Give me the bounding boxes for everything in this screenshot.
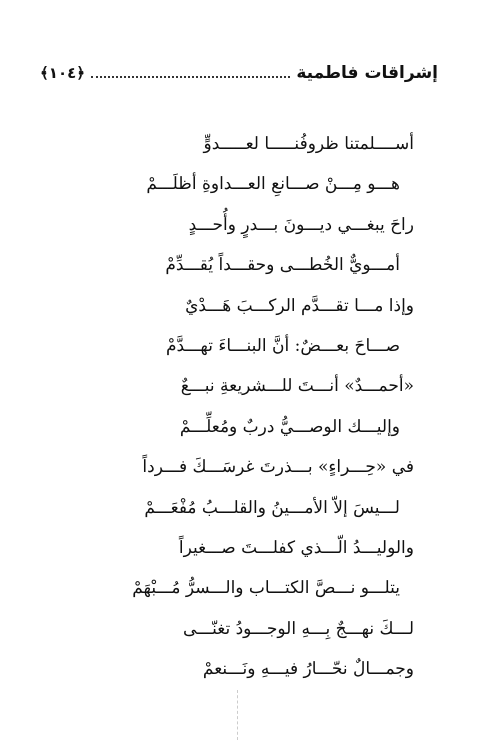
poem-verses <box>74 124 414 689</box>
verse-line: وجمـــالٌ نحّـــارُ فيـــهِ ونَـــنعمْ <box>202 659 414 680</box>
page-crease-mark <box>237 690 239 740</box>
book-title: إشراقات فاطمية <box>296 63 438 83</box>
verse-line: أســــلمتنا ظروفُنـــــا لعـــــدوٍّ <box>203 134 414 154</box>
page-number: ﴿١٠٤﴾ <box>40 64 86 82</box>
verse-line: لـــيسَ إلاّ الأمـــينُ والقلـــبُ مُفْعَـــمْ <box>144 497 400 518</box>
verse-line: وإليـــك الوصـــيُّ دربٌ ومُعلِّـــمْ <box>179 416 400 437</box>
verse-line: والوليـــدُ الّـــذي كفلـــتَ صـــغيراً <box>178 537 414 558</box>
verse-line: صـــاحَ بعـــضٌ: أنَّ البنـــاءَ تهـــدَّمْ <box>165 335 400 356</box>
verse-line: في «حِـــراءٍ» بـــذرتَ غرسَـــكَ فـــرداً <box>142 457 414 478</box>
verse-line: «أحمـــدٌ» أنـــتَ للـــشريعةِ نبـــعٌ <box>180 376 414 397</box>
verse-line: راحَ يبغـــي ديـــونَ بـــدرٍ وأُحـــدٍ <box>188 214 414 235</box>
verse-line: لـــكَ نهـــجٌ بِـــهِ الوجـــودُ تغنّـــى <box>183 618 414 639</box>
verse-line: هـــو مِـــنْ صـــانعِ العـــداوةِ أظلَـــمْ <box>146 174 400 195</box>
leader-dots <box>91 68 290 78</box>
verse-line: أمـــويٌّ الخُطـــى وحقـــداً يُقـــدِّمْ <box>165 255 400 276</box>
verse-line: وإذا مـــا تقـــدَّم الركـــبَ هَـــدْيٌ <box>185 295 414 316</box>
verse-line: يتلـــو نـــصَّ الكتـــاب والـــسرُّ مُـــبْهَمْ <box>132 578 400 599</box>
running-header <box>40 60 438 86</box>
